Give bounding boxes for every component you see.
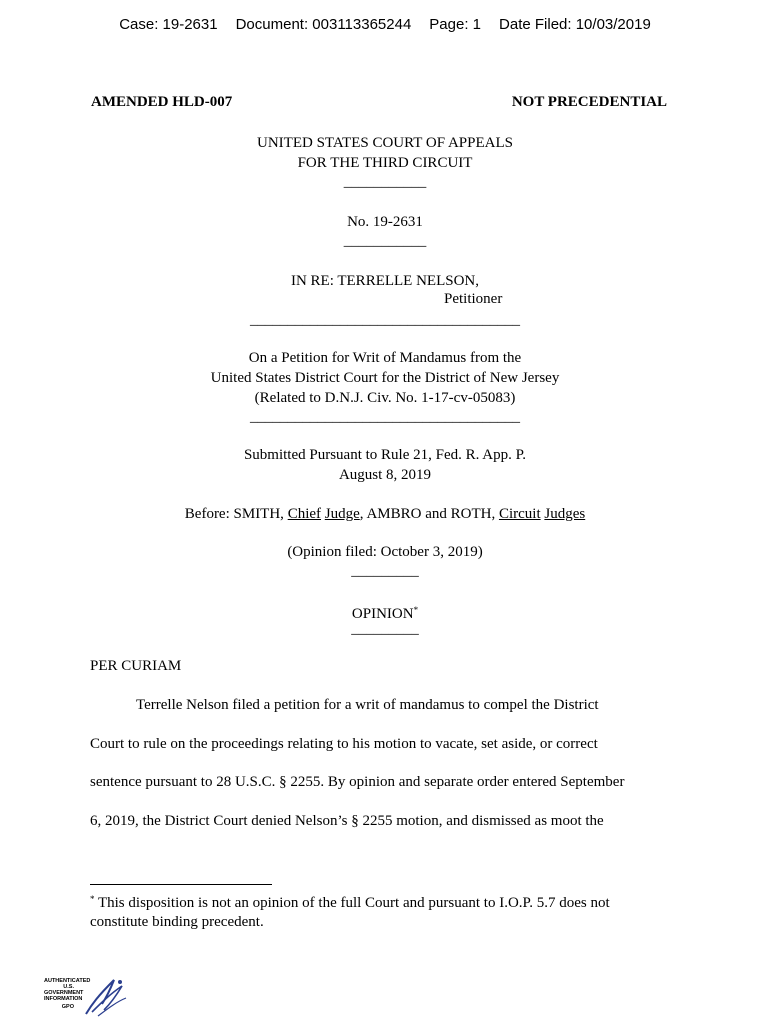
divider: ____________________________________	[250, 312, 520, 328]
panel-line: Before: SMITH, Chief Judge, AMBRO and ROTH, Circuit Judges	[184, 506, 586, 522]
gpo-seal-text: AUTHENTICATED U.S. GOVERNMENT INFORMATION GPO	[44, 978, 91, 1010]
case-caption: IN RE: TERRELLE NELSON,	[290, 273, 480, 289]
amended-label: AMENDED HLD-007	[91, 94, 233, 110]
document-number: Document: 003113365244	[235, 16, 412, 33]
eagle-icon	[76, 974, 130, 1020]
date-filed: Date Filed: 10/03/2019	[499, 16, 651, 33]
footnote-text: * This disposition is not an opinion of the full Court and pursuant to I.O.P. 5.7 does not	[90, 894, 610, 911]
petition-line: United States District Court for the District of New Jersey	[210, 370, 560, 386]
footnote-marker: *	[413, 605, 419, 615]
gpo-authentication-seal	[44, 974, 134, 1020]
divider: ___________	[343, 233, 427, 249]
opinion-heading: OPINION*	[351, 605, 419, 622]
circuit-name: FOR THE THIRD CIRCUIT	[297, 155, 473, 171]
petitioner-label: Petitioner	[444, 291, 503, 307]
petition-line: On a Petition for Writ of Mandamus from the	[248, 350, 522, 366]
per-curiam-label: PER CURIAM	[90, 658, 182, 674]
divider: ___________	[343, 174, 427, 190]
divider: _________	[351, 621, 419, 637]
body-line: 6, 2019, the District Court denied Nelson’s § 2255 motion, and dismissed as moot the	[90, 813, 604, 829]
footnote-marker: *	[90, 894, 95, 904]
filing-header	[0, 16, 770, 33]
divider: _________	[351, 563, 419, 579]
docket-number: No. 19-2631	[347, 214, 423, 230]
body-line: Terrelle Nelson filed a petition for a writ of mandamus to compel the District	[136, 697, 599, 713]
footnote-rule	[90, 884, 272, 885]
case-number: Case: 19-2631	[119, 16, 218, 33]
page-number: Page: 1	[429, 16, 482, 33]
divider: ____________________________________	[250, 409, 520, 425]
opinion-filed-date: (Opinion filed: October 3, 2019)	[287, 544, 483, 560]
body-line: sentence pursuant to 28 U.S.C. § 2255. By opinion and separate order entered September	[90, 774, 625, 790]
precedential-label: NOT PRECEDENTIAL	[511, 94, 667, 110]
body-line: Court to rule on the proceedings relating to his motion to vacate, set aside, or correct	[90, 736, 598, 752]
petition-line: (Related to D.N.J. Civ. No. 1-17-cv-05083)	[254, 390, 516, 406]
submission-date: August 8, 2019	[338, 467, 432, 483]
submission-note: Submitted Pursuant to Rule 21, Fed. R. App. P.	[243, 447, 527, 463]
court-name: UNITED STATES COURT OF APPEALS	[257, 135, 513, 151]
footnote-text: constitute binding precedent.	[90, 914, 264, 930]
